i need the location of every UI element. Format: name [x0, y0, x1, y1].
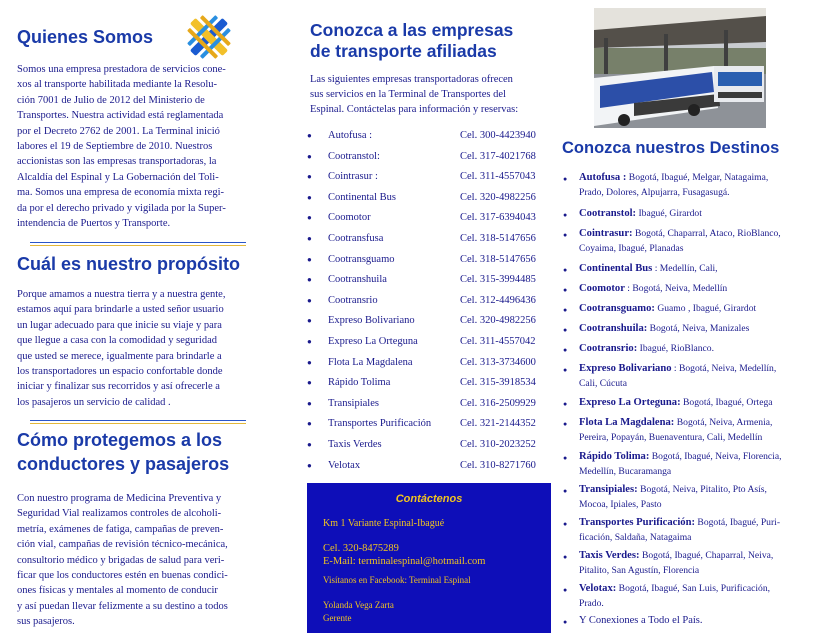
list-item: ● Cootranshuila: Bogotá, Neiva, Manizales [563, 322, 821, 337]
list-item: ● Transipiales Cel. 316-2509929 [307, 394, 552, 415]
bullet-icon: ● [307, 254, 312, 264]
proposito-heading: Cuál es nuestro propósito [17, 254, 241, 274]
list-item: ● Cointrasur: Bogotá, Chaparral, Ataco, RioBlanco, Coyaima, Ibagué, Planadas [563, 228, 781, 254]
bullet-icon: ● [307, 131, 312, 140]
bullet-icon: ● [307, 398, 312, 408]
bullet-icon: ● [307, 295, 312, 305]
list-item: ● Expreso La Orteguna: Bogotá, Ibagué, Ortega [563, 396, 821, 411]
bus-terminal-photo [594, 8, 766, 128]
list-item: ● Coomotor : Bogotá, Neiva, Medellín [563, 282, 821, 297]
bullet-icon: ● [563, 211, 568, 219]
contact-email[interactable]: E-Mail: terminalespinal@hotmail.com [323, 556, 486, 567]
bullet-icon: ● [563, 286, 568, 294]
bullet-icon: ● [563, 326, 568, 334]
list-item: ● Coomotor Cel. 317-6394043 [307, 208, 552, 229]
quienes-somos-heading: Quienes Somos [17, 27, 154, 47]
bullet-icon: ● [307, 275, 312, 285]
list-item: ● Cointrasur : Cel. 311-4557043 [307, 167, 552, 188]
list-item: ● Velotax Cel. 310-8271760 [307, 456, 552, 477]
bullet-icon: ● [307, 439, 312, 449]
bullet-icon: ● [307, 357, 312, 367]
list-item: ● Transipiales: Bogotá, Neiva, Pitalito, Pto Asís, Mocoa, Ipiales, Pasto [563, 484, 767, 510]
bullet-icon: ● [563, 420, 568, 428]
bullet-icon: ● [563, 520, 568, 528]
list-item: ● Autofusa : Cel. 300-4423940 [307, 126, 552, 147]
section-divider [30, 420, 246, 424]
list-item: ● Taxis Verdes Cel. 310-2023252 [307, 435, 552, 456]
bullet-icon: ● [307, 419, 312, 429]
list-item: ● Continental Bus Cel. 320-4982256 [307, 188, 552, 209]
bullet-icon: ● [307, 316, 312, 326]
bullet-icon: ● [563, 400, 568, 408]
contact-facebook[interactable]: Visítanos en Facebook: Terminal Espinal [323, 575, 471, 585]
contact-address: Km 1 Variante Espinal-Ibagué [323, 518, 445, 529]
bullet-icon: ● [307, 233, 312, 243]
list-item: ● Flota La Magdalena Cel. 313-3734600 [307, 353, 552, 374]
list-item: ● Transportes Purificación: Bogotá, Ibagué, Puri- ficación, Saldaña, Natagaima [563, 517, 781, 543]
bullet-icon: ● [563, 346, 568, 354]
list-item: ● Flota La Magdalena: Bogotá, Neiva, Armenia, Pereira, Popayán, Buenaventura, Cali, Medellín [563, 417, 773, 443]
bullet-icon: ● [563, 175, 568, 183]
bullet-icon: ● [307, 336, 312, 346]
bullet-icon: ● [563, 618, 568, 626]
quienes-somos-text: Somos una empresa prestadora de servicios cone- xos al transporte habilitada mediante la Resolu- ción 7001 de Julio de 2012 del Ministerio de Transportes. Nuestra actividad está reglamentada por el Decreto 2762 de 2001. La Terminal inició labores el 19 de Septiembre de 2010. Nuestros accionistas son las empresas transportadoras, la Alcaldía del Espinal y La Gobernación del Toli- ma. Somos una empresa de economía mixta regi- da por el derecho privado y vigilada por la Super- intendencia de Puertos y Transporte. [17, 64, 226, 230]
protegemos-heading: Cómo protegemos a los conductores y pasajeros [17, 430, 230, 474]
empresas-heading: Conozca a las empresas de transporte afiliadas [310, 20, 514, 61]
bullet-icon: ● [563, 454, 568, 462]
list-item: ● Autofusa : Bogotá, Ibagué, Melgar, Natagaima, Prado, Dolores, Alpujarra, Fusagasugá. [563, 172, 769, 198]
list-item: ● Cootransfusa Cel. 318-5147656 [307, 229, 552, 250]
section-divider [30, 242, 246, 246]
destinos-heading: Conozca nuestros Destinos [562, 139, 780, 157]
bullet-icon: ● [307, 378, 312, 388]
bullet-icon: ● [307, 172, 312, 182]
list-item: ● Expreso La Orteguna Cel. 311-4557042 [307, 332, 552, 353]
list-item: ● Rápido Tolima Cel. 315-3918534 [307, 373, 552, 394]
list-item: ● Cootransguamo: Guamo , Ibagué, Girardot [563, 302, 821, 317]
bullet-icon: ● [563, 231, 568, 239]
list-item: ● Cootranshuila Cel. 315-3994485 [307, 270, 552, 291]
list-item: ● Cootranstol: Ibagué, Girardot [563, 207, 821, 222]
list-item: ● Cootranstol: Cel. 317-4021768 [307, 147, 552, 168]
list-item: ● Rápido Tolima: Bogotá, Ibagué, Neiva, Florencia, Medellín, Bucaramanga [563, 451, 782, 477]
bullet-icon: ● [563, 366, 568, 374]
contact-phone: Cel. 320-8475289 [323, 543, 399, 554]
list-item: ● Transportes Purificación Cel. 321-2144352 [307, 414, 552, 435]
manager-title: Gerente [323, 613, 352, 623]
bullet-icon: ● [307, 460, 312, 470]
contact-title: Contáctenos [395, 493, 463, 505]
list-item: ● Expreso Bolivariano : Bogotá, Neiva, Medellín, Cali, Cúcuta [563, 363, 777, 389]
protegemos-text: Con nuestro programa de Medicina Preventiva y Seguridad Vial realizamos controles de alcoholi- metría, exámenes de fatiga, campañas de preven- ción vial, campañas de revisión técnico-mecánica, consultorio médico y brigadas de salud para veri- ficar que los conductores estén en buenas condici- ones físicas y mentales al momento de conducir y así puedan llevar felizmente a su destino a todos sus pasajeros. [17, 493, 228, 628]
bullet-icon: ● [563, 553, 568, 561]
proposito-text: Porque amamos a nuestra tierra y a nuestra gente, estamos aquí para brindarle a usted señor usuario un lugar adecuado para que inicie su viaje y para que llegue a casa con la comodidad y seguridad que usted se merece, igualmente para brindarle a los transportadores un espacio confortable donde iniciar y finalizar sus recorridos y así ofrecerle a los pasajeros un servicio de calidad . [17, 289, 226, 408]
list-item: ● Continental Bus : Medellín, Cali, [563, 262, 821, 277]
empresas-intro: Las siguientes empresas transportadoras ofrecen sus servicios en la Terminal de Transportes del Espinal. Contáctelas para información y reservas: [310, 74, 519, 115]
list-item: ● Velotax: Bogotá, Ibagué, San Luis, Purificación, Prado. [563, 583, 771, 609]
list-item: ● Expreso Bolivariano Cel. 320-4982256 [307, 311, 552, 332]
bullet-icon: ● [563, 487, 568, 495]
bullet-icon: ● [307, 213, 312, 223]
list-item: ● Cootransguamo Cel. 318-5147656 [307, 250, 552, 271]
company-list [307, 126, 552, 476]
list-item: ● Taxis Verdes: Bogotá, Ibagué, Chaparral, Neiva, Pitalito, San Agustín, Florencia [563, 550, 774, 576]
terminal-logo-icon [184, 12, 234, 62]
list-item: ● Cootransrio: Ibagué, RioBlanco. [563, 342, 821, 357]
bullet-icon: ● [563, 266, 568, 274]
bullet-icon: ● [563, 306, 568, 314]
bullet-icon: ● [307, 192, 312, 202]
bullet-icon: ● [563, 586, 568, 594]
bullet-icon: ● [307, 151, 312, 161]
contact-box [307, 483, 551, 633]
list-item: ● Cootransrio Cel. 312-4496436 [307, 291, 552, 312]
list-item: ● Y Conexiones a Todo el País. [563, 614, 821, 629]
manager-name: Yolanda Vega Zarta [323, 600, 394, 610]
